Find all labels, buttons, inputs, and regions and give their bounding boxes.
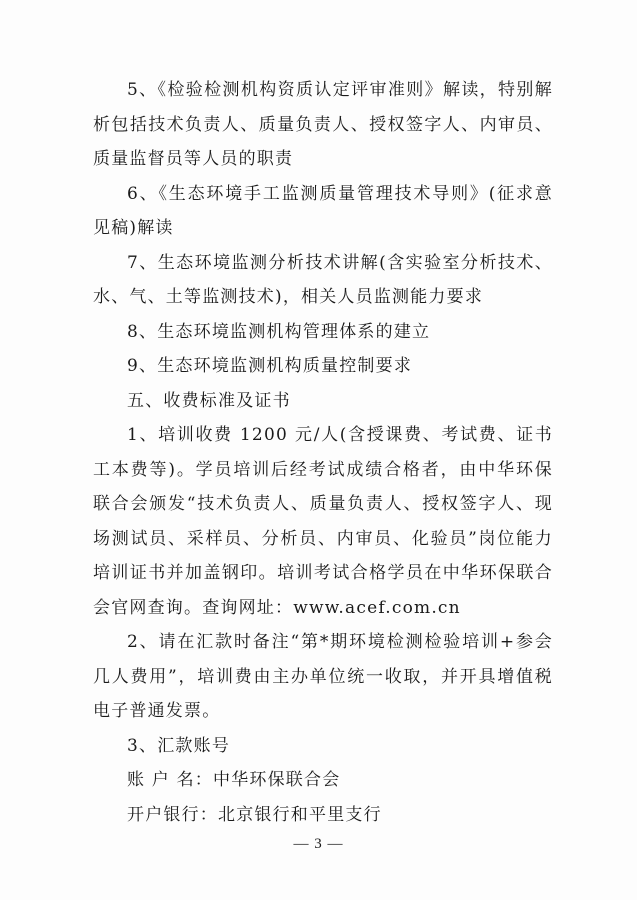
paragraph-item-5: 5、《检验检测机构资质认定评审准则》解读，特别解析包括技术负责人、质量负责人、授权签字人、内审员、质量监督员等人员的职责 bbox=[93, 80, 553, 169]
paragraph-remittance-note: 2、请在汇款时备注“第*期环境检测检验培训+参会几人费用”，培训费由主办单位统一收取，并开具增值税电子普通发票。 bbox=[93, 632, 553, 721]
paragraph-bank-name: 开户银行：北京银行和平里支行 bbox=[127, 804, 382, 825]
paragraph-fee-info: 1、培训收费 1200 元/人(含授课费、考试费、证书工本费等)。学员培训后经考试成绩合格者，由中华环保联合会颁发“技术负责人、质量负责人、授权签字人、现场测试员、采样员、分析员、内审员、化验员”岗位能力培训证书并加盖钢印。培训考试合格学员在中华环保联合会官网查询。查询网址：www.acef.com.cn bbox=[93, 425, 553, 618]
paragraph-item-7: 7、生态环境监测分析技术讲解(含实验室分析技术、水、气、土等监测技术)，相关人员监测能力要求 bbox=[93, 252, 553, 307]
paragraph-item-9: 9、生态环境监测机构质量控制要求 bbox=[127, 356, 413, 376]
page-number: — 3 — bbox=[293, 836, 344, 852]
section-heading-fees: 五、收费标准及证书 bbox=[127, 390, 291, 411]
paragraph-item-6: 6、《生态环境手工监测质量管理技术导则》(征求意见稿)解读 bbox=[93, 183, 553, 238]
paragraph-item-8: 8、生态环境监测机构管理体系的建立 bbox=[127, 321, 431, 342]
document-body bbox=[93, 73, 553, 832]
paragraph-account-name: 账 户 名：中华环保联合会 bbox=[127, 770, 341, 790]
paragraph-account-heading: 3、汇款账号 bbox=[127, 735, 231, 756]
